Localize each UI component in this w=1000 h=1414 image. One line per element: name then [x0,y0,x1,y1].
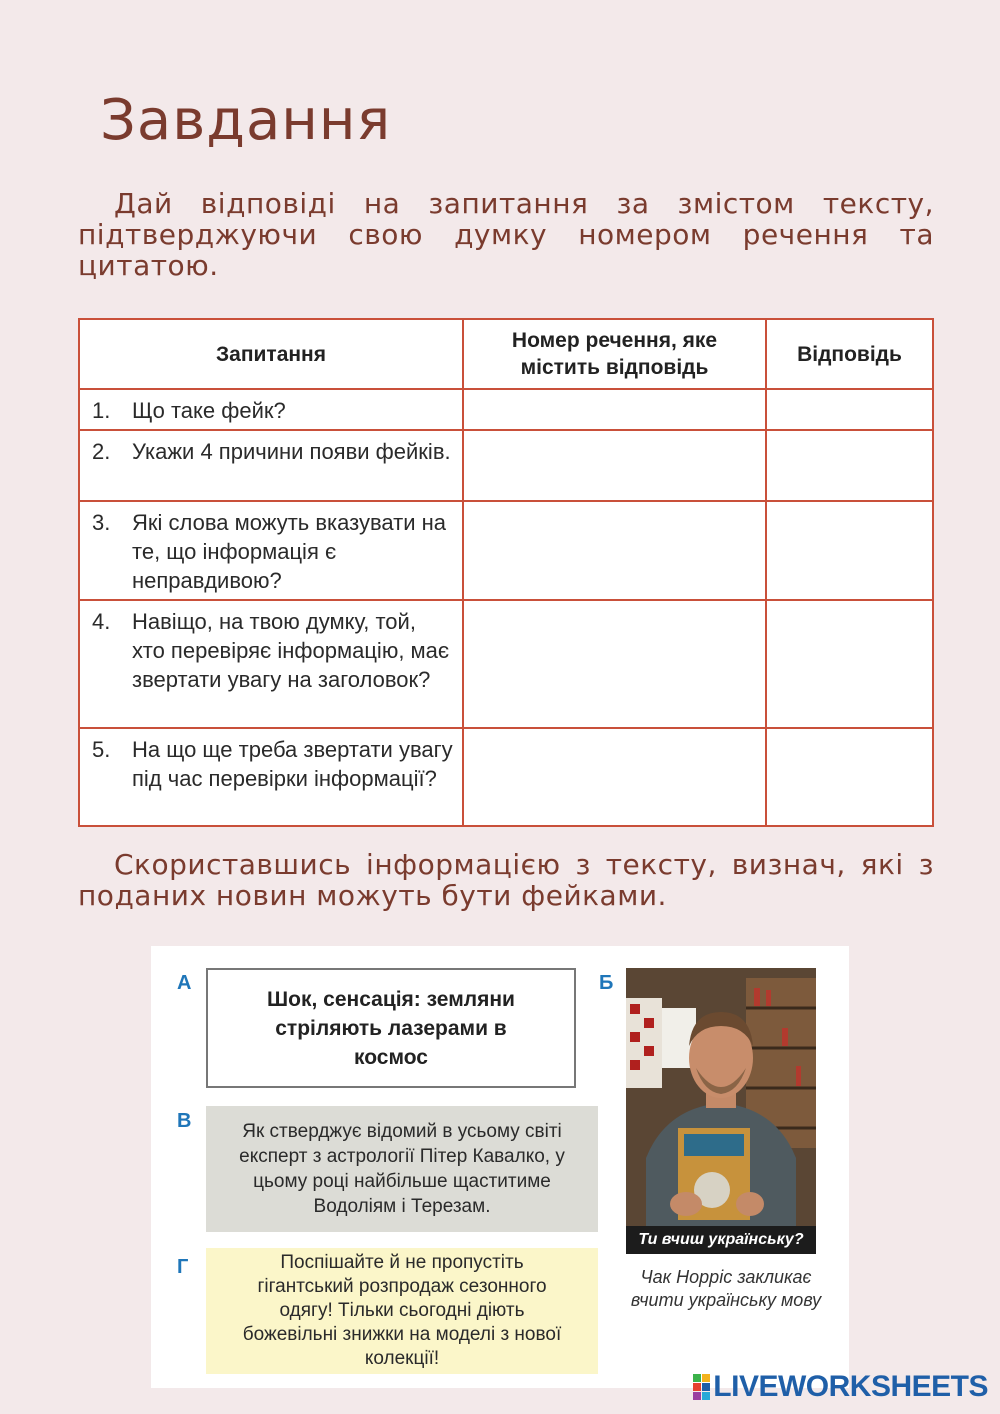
sentence-number-cell[interactable] [463,728,766,826]
question-cell [79,501,463,600]
question-number: 2. [92,439,111,464]
table-row [79,728,933,826]
header-answer: Відповідь [766,319,933,389]
question-number: 3. [92,510,111,535]
question-cell [79,728,463,826]
sentence-number-cell[interactable] [463,501,766,600]
table-row [79,501,933,600]
answer-cell[interactable] [766,600,933,728]
news-a-text: Шок, сенсація: земляни стріляють лазерами в космос [267,987,515,1069]
header-question: Запитання [79,319,463,389]
photo-illustration [626,968,816,1254]
table-row [79,389,933,430]
news-g-letter: Г [177,1256,189,1278]
header-sentence-number [463,319,766,389]
sentence-number-cell[interactable] [463,430,766,501]
logo-text: LIVEWORKSHEETS [713,1370,988,1403]
header-sentence-number-text: Номер речення, яке містить відповідь [511,329,718,379]
sentence-number-cell[interactable] [463,600,766,728]
news-a-letter: А [177,972,192,994]
news-v-text: Як стверджує відомий в усьому світі експерт з астрології Пітер Кавалко, у цьому році найбільше щаститиме Водоліям і Терезам. [239,1121,565,1217]
chuck-norris-photo [626,968,816,1254]
table-row [79,430,933,501]
question-text: Що таке фейк? [132,398,286,423]
answer-cell[interactable] [766,728,933,826]
photo-caption: Чак Норріс закликає вчити українську мову [630,1267,822,1310]
question-cell [79,600,463,728]
news-b-letter: Б [599,972,614,994]
questions-table [78,318,934,827]
answer-cell[interactable] [766,389,933,430]
page-title: Завдання [100,88,392,153]
news-a-box [206,968,576,1088]
news-g-box [206,1248,598,1374]
question-text: Навіщо, на твою думку, той, хто перевіряє інформацію, має звертати увагу на заголовок? [132,609,450,692]
answer-cell[interactable] [766,430,933,501]
question-number: 4. [92,609,111,634]
question-cell [79,430,463,501]
logo-icon [693,1374,710,1400]
question-number: 5. [92,737,111,762]
table-row [79,600,933,728]
photo-caption-bar: Ти вчиш українську? [626,1226,816,1254]
liveworksheets-logo [693,1370,988,1404]
news-g-text: Поспішайте й не пропустіть гігантський розпродаж сезонного одягу! Тільки сьогодні діють божевільні знижки на моделі з нової колекції! [242,1252,562,1369]
question-text: На що ще треба звертати увагу під час перевірки інформації? [132,737,453,791]
question-cell [79,389,463,430]
answer-cell[interactable] [766,501,933,600]
question-text: Які слова можуть вказувати на те, що інформація є неправдивою? [132,510,447,593]
table-header-row [79,319,933,389]
news-v-letter: В [177,1110,192,1132]
news-v-box [206,1106,598,1232]
question-text: Укажи 4 причини появи фейків. [132,439,451,464]
instruction-2: Скориставшись інформацією з тексту, визнач, які з поданих новин можуть бути фейками. [78,848,934,912]
question-number: 1. [92,398,111,423]
news-panel [151,946,849,1388]
sentence-number-cell[interactable] [463,389,766,430]
instruction-1: Дай відповіді на запитання за змістом тексту, підтверджуючи свою думку номером речення та цитатою. [78,187,934,282]
